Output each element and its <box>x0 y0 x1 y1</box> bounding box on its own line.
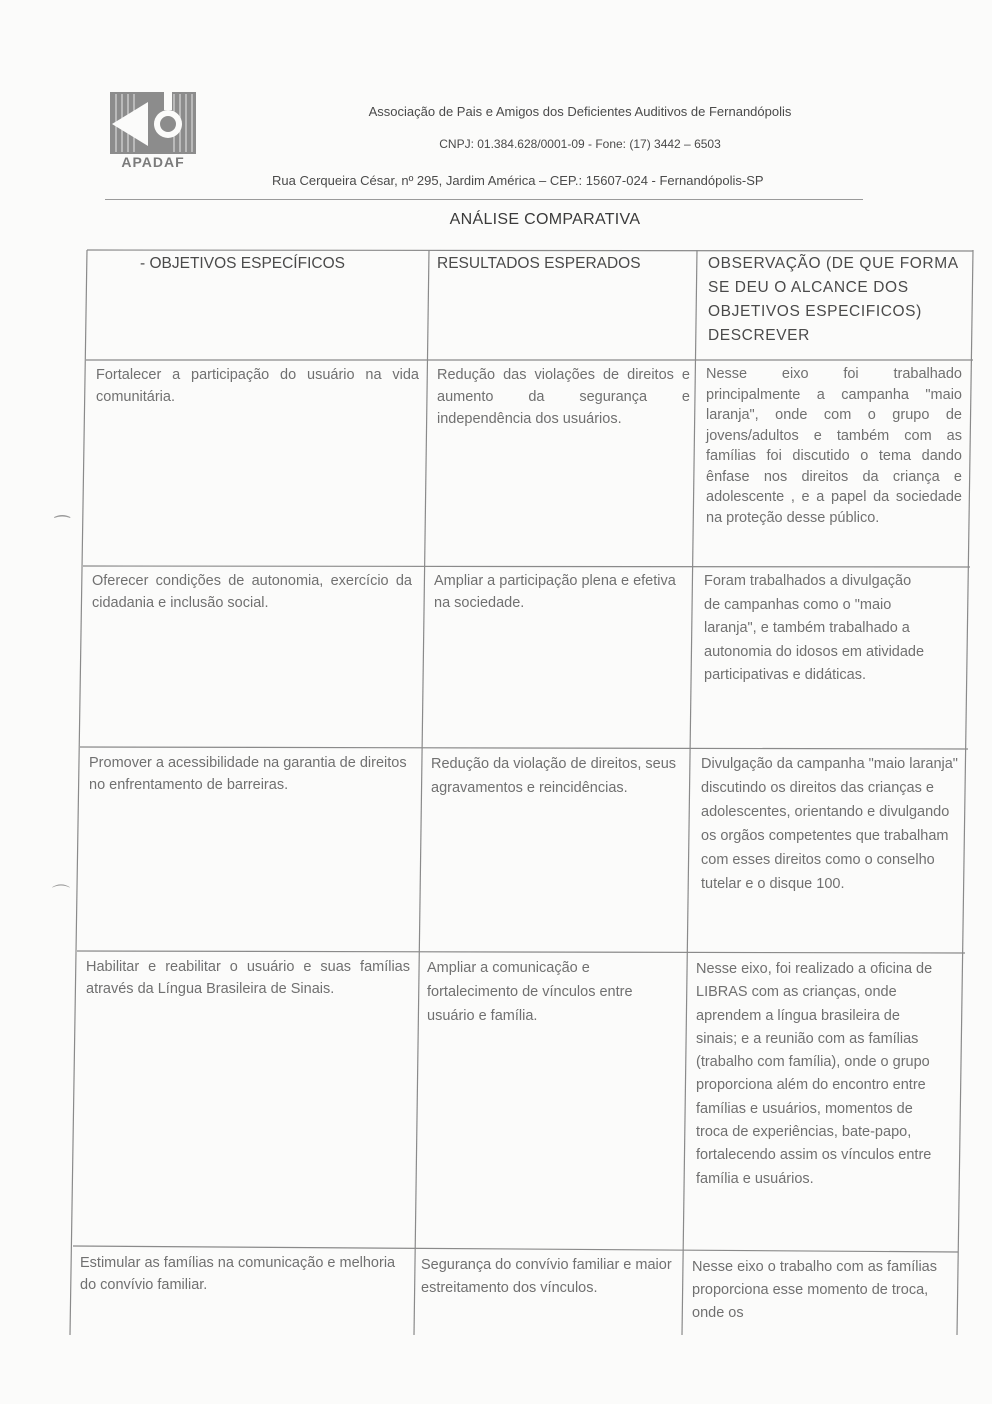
row3-observacao: Divulgação da campanha "maio laranja" discutindo os direitos das crianças e adolescentes, orientando e divulgando os orgãos competentes que trabalham com esses direitos como o conselho tutelar e o disque 100. <box>701 756 958 892</box>
row2-resultado: Ampliar a participação plena e efetiva na sociedade. <box>434 573 676 611</box>
row1-resultado: Redução das violações de direitos e aumento da segurança e independência dos usuários. <box>437 367 690 427</box>
row1-observacao: Nesse eixo foi trabalhado principalmente a campanha "maio laranja", onde com o grupo de jovens/adultos e também com as famílias foi discutido o tema dando ênfase nos direitos da criança e adolescente , e a papel da sociedade na proteção desse público. <box>706 366 962 526</box>
header-objetivos: - OBJETIVOS ESPECÍFICOS <box>140 255 345 272</box>
row2-objetivo: Oferecer condições de autonomia, exercício da cidadania e inclusão social. <box>92 573 412 611</box>
row5-resultado: Segurança do convívio familiar e maior estreitamento dos vínculos. <box>421 1257 672 1296</box>
cnpj-phone: CNPJ: 01.384.628/0001-09 - Fone: (17) 3442 – 6503 <box>439 137 721 151</box>
address: Rua Cerqueira César, nº 295, Jardim América – CEP.: 15607-024 - Fernandópolis-SP <box>272 173 764 188</box>
row1-objetivo: Fortalecer a participação do usuário na vida comunitária. <box>96 367 419 405</box>
logo-text: APADAF <box>121 154 185 170</box>
row5-objetivo: Estimular as famílias na comunicação e melhoria do convívio familiar. <box>80 1255 396 1293</box>
row2-observacao: Foram trabalhados a divulgação de campanhas como o "maio laranja", e também trabalhado a autonomia do idosos em atividade participativas e didáticas. <box>704 573 925 683</box>
row3-resultado: Redução da violação de direitos, seus agravamentos e reincidências. <box>431 756 677 796</box>
row4-observacao: Nesse eixo, foi realizado a oficina de LIBRAS com as crianças, onde aprendem a língua brasileira de sinais; e a reunião com as famílias (trabalho com família), onde o grupo proporciona além do encontro entre famílias e usuários, momentos de troca de experiências, bate-papo, fortalecendo assim os vínculos entre família e usuários. <box>696 961 933 1187</box>
row3-objetivo: Promover a acessibilidade na garantia de direitos no enfrentamento de barreiras. <box>89 755 407 793</box>
margin-mark: ⌒ <box>52 884 70 904</box>
header-resultados: RESULTADOS ESPERADOS <box>437 255 641 272</box>
row4-objetivo: Habilitar e reabilitar o usuário e suas famílias através da Língua Brasileira de Sinais. <box>86 959 410 997</box>
row5-observacao: Nesse eixo o trabalho com as famílias proporciona esse momento de troca, onde os <box>692 1259 937 1321</box>
margin-mark: ⁀ <box>55 516 70 536</box>
page-title: ANÁLISE COMPARATIVA <box>449 211 641 228</box>
header-observacao: OBSERVAÇÃO (DE QUE FORMA SE DEU O ALCANCE DOS OBJETIVOS ESPECIFICOS) DESCREVER <box>708 255 958 344</box>
org-name: Associação de Pais e Amigos dos Deficientes Auditivos de Fernandópolis <box>368 104 792 119</box>
row4-resultado: Ampliar a comunicação e fortalecimento de vínculos entre usuário e família. <box>427 960 633 1024</box>
